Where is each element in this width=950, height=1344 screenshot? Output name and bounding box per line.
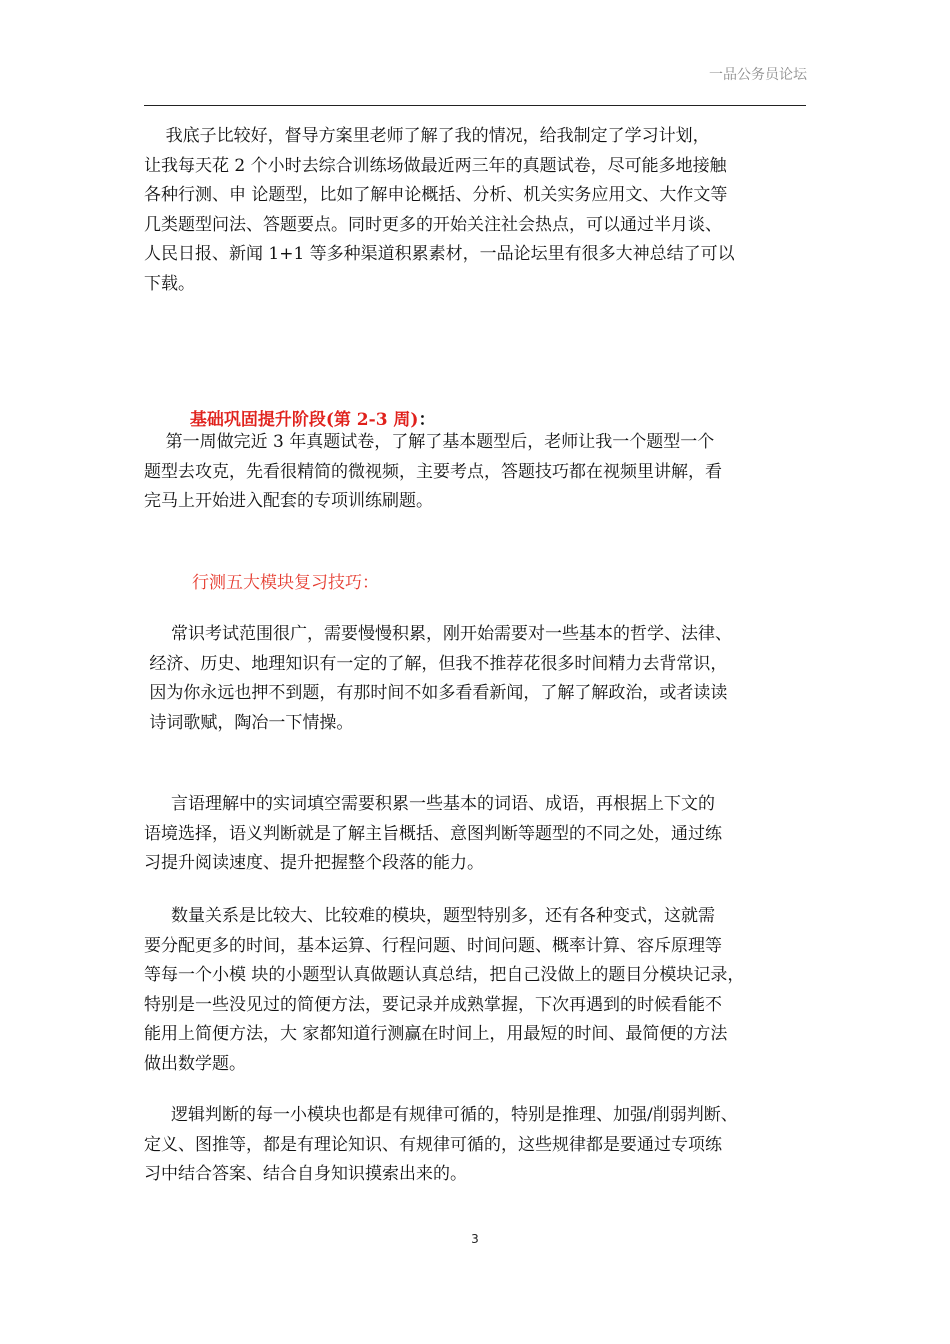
paragraph-line: 语境选择，语义判断就是了解主旨概括、意图判断等题型的不同之处，通过练 (144, 823, 722, 844)
paragraph-logic (144, 1101, 816, 1190)
paragraph-line: 常识考试范围很广，需要慢慢积累，刚开始需要对一些基本的哲学、法律、 (144, 624, 733, 644)
paragraph-line: 数量关系是比较大、比较难的模块，题型特别多，还有各种变式，这就需 (144, 906, 716, 926)
paragraph-quantitative (144, 902, 816, 1079)
paragraph-line: 人民日报、新闻 1+1 等多种渠道积累素材，一品论坛里有很多大神总结了可以 (144, 244, 735, 264)
paragraph-common-sense (144, 620, 816, 738)
section-heading-red-text: 基础巩固提升阶段(第 2-3 周) (189, 409, 419, 430)
paragraph-verbal (144, 790, 816, 879)
section-heading-colon: ： (418, 409, 436, 430)
section-heading-five-modules: 行测五大模块复习技巧： (192, 573, 379, 593)
paragraph-line: 定义、图推等，都是有理论知识、有规律可循的，这些规律都是要通过专项练 (144, 1134, 722, 1155)
paragraph-line: 因为你永远也押不到题，有那时间不如多看看新闻，了解了解政治，或者读读 (144, 683, 728, 703)
paragraph-line: 经济、历史、地理知识有一定的了解，但我不推荐花很多时间精力去背常识， (144, 653, 728, 674)
paragraph-line: 能用上简便方法，大 家都知道行测赢在时间上，用最短的时间、最简便的方法 (144, 1024, 728, 1044)
paragraph-line: 让我每天花 2 个小时去综合训练场做最近两三年的真题试卷，尽可能多地接触 (144, 155, 727, 176)
header-divider (144, 105, 806, 106)
paragraph-line: 言语理解中的实词填空需要积累一些基本的词语、成语，再根据上下文的 (144, 794, 716, 814)
paragraph-line: 几类题型问法、答题要点。同时更多的开始关注社会热点，可以通过半月谈、 (144, 214, 722, 235)
paragraph-line: 诗词歌赋，陶冶一下情操。 (144, 712, 354, 733)
section-heading-foundation (178, 376, 435, 435)
paragraph-line: 要分配更多的时间，基本运算、行程问题、时间问题、概率计算、容斥原理等 (144, 935, 722, 956)
paragraph-line: 等每一个小模 块的小题型认真做题认真总结，把自己没做上的题目分模块记录， (144, 965, 745, 985)
paragraph-line: 做出数学题。 (144, 1053, 246, 1074)
page-number: 3 (471, 1232, 479, 1246)
header-site-name: 一品公务员论坛 (709, 67, 807, 83)
paragraph-line: 我底子比较好，督导方案里老师了解了我的情况，给我制定了学习计划， (144, 126, 710, 146)
paragraph-line: 各种行测、申 论题型，比如了解申论概括、分析、机关实务应用文、大作文等 (144, 185, 728, 205)
paragraph-line: 第一周做完近 3 年真题试卷，了解了基本题型后，老师让我一个题型一个 (144, 432, 715, 452)
paragraph-line: 题型去攻克，先看很精简的微视频，主要考点，答题技巧都在视频里讲解，看 (144, 461, 722, 482)
paragraph-study-plan (144, 122, 816, 299)
paragraph-line: 特别是一些没见过的简便方法，要记录并成熟掌握，下次再遇到的时候看能不 (144, 994, 722, 1015)
paragraph-line: 完马上开始进入配套的专项训练刷题。 (144, 491, 433, 511)
paragraph-line: 习中结合答案、结合自身知识摸索出来的。 (144, 1164, 467, 1184)
paragraph-line: 逻辑判断的每一小模块也都是有规律可循的，特别是推理、加强/削弱判断、 (144, 1105, 738, 1125)
paragraph-line: 习提升阅读速度、提升把握整个段落的能力。 (144, 853, 484, 873)
paragraph-line: 下载。 (144, 273, 195, 294)
paragraph-first-week (144, 428, 816, 517)
